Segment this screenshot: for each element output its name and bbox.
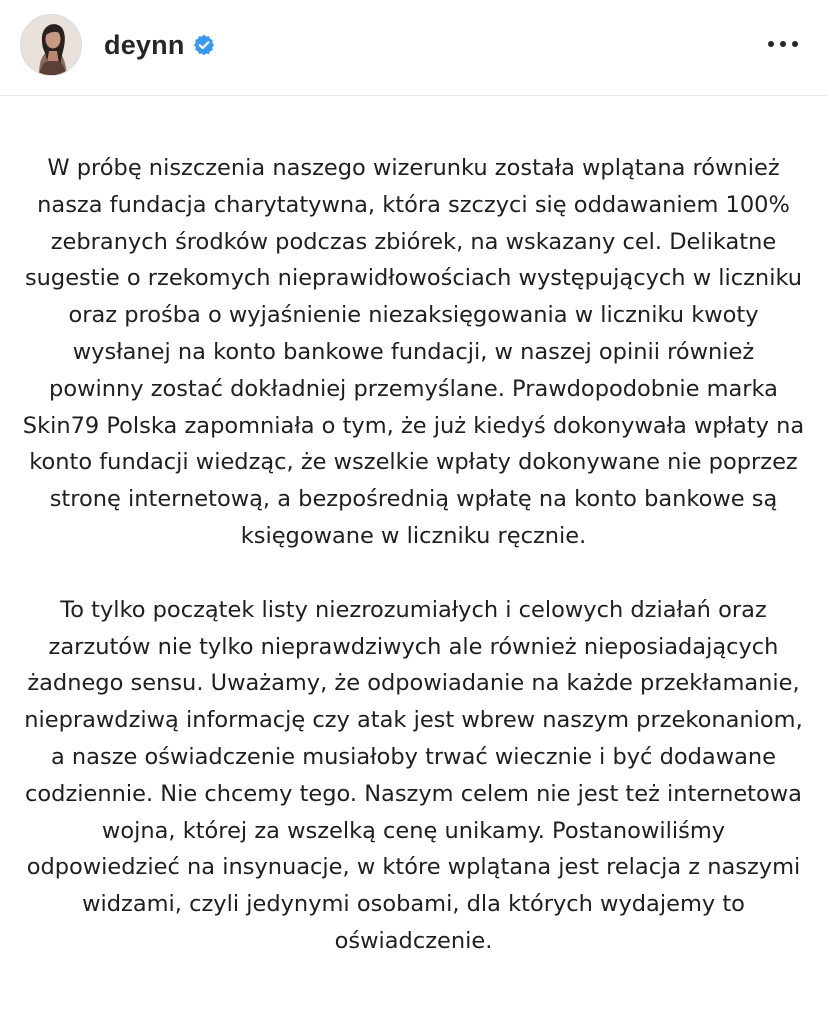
text-line: To tylko początek listy niezrozumiałych i celowych działań oraz (60, 596, 767, 623)
text-line: nieprawdziwą informację czy atak jest wbrew naszym przekonaniom, (24, 707, 803, 734)
statement-paragraph-1 (0, 150, 827, 555)
post-header (0, 0, 827, 96)
text-line: wojna, której za wszelką cenę unikamy. Postanowiliśmy (101, 817, 726, 844)
username-row (104, 28, 215, 62)
avatar-image (21, 15, 81, 75)
paragraph-gap (0, 555, 827, 592)
text-line: zebranych środków podczas zbiórek, na wskazany cel. Delikatne (50, 228, 777, 255)
profile-avatar[interactable] (20, 14, 82, 76)
more-options-icon[interactable] (765, 32, 801, 56)
text-line: księgowane w liczniku ręcznie. (240, 522, 587, 549)
text-line: żadnego sensu. Uważamy, że odpowiadanie na każde przekłamanie, (27, 670, 800, 697)
text-line: widzami, czyli jedynymi osobami, dla których wydajemy to (82, 891, 745, 918)
username[interactable]: deynn (104, 29, 185, 60)
text-line: wysłanej na konto bankowe fundacji, w naszej opinii również (72, 338, 755, 365)
text-line: codziennie. Nie chcemy tego. Naszym celem nie jest też internetowa (25, 780, 802, 807)
text-line: sugestie o rzekomych nieprawidłowościach występujących w liczniku (24, 265, 803, 292)
text-line: oraz prośba o wyjaśnienie niezaksięgowania w liczniku kwoty (68, 302, 759, 329)
text-line: W próbę niszczenia naszego wizerunku została wplątana również (47, 155, 780, 181)
text-line: zarzutów nie tylko nieprawdziwych ale również nieposiadających (48, 633, 779, 660)
text-line: stronę internetową, a bezpośrednią wpłatę na konto bankowe są (49, 486, 778, 513)
statement-paragraph-2 (0, 592, 827, 960)
text-line: oświadczenie. (334, 927, 493, 954)
text-line: konto fundacji wiedząc, że wszelkie wpłaty dokonywane nie poprzez (29, 449, 798, 476)
text-line: a nasze oświadczenie musiałoby trwać wiecznie i być dodawane (50, 743, 776, 770)
text-line: Skin79 Polska zapomniała o tym, że już kiedyś dokonywała wpłaty na (22, 412, 805, 439)
text-line: odpowiedzieć na insynuacje, w które wplątana jest relacja z naszymi (26, 854, 801, 881)
text-line: nasza fundacja charytatywna, która szczyci się oddawaniem 100% (37, 191, 790, 218)
text-line: powinny zostać dokładniej przemyślane. Prawdopodobnie marka (49, 375, 778, 402)
verified-badge-icon (193, 34, 215, 56)
statement-text (0, 150, 827, 960)
